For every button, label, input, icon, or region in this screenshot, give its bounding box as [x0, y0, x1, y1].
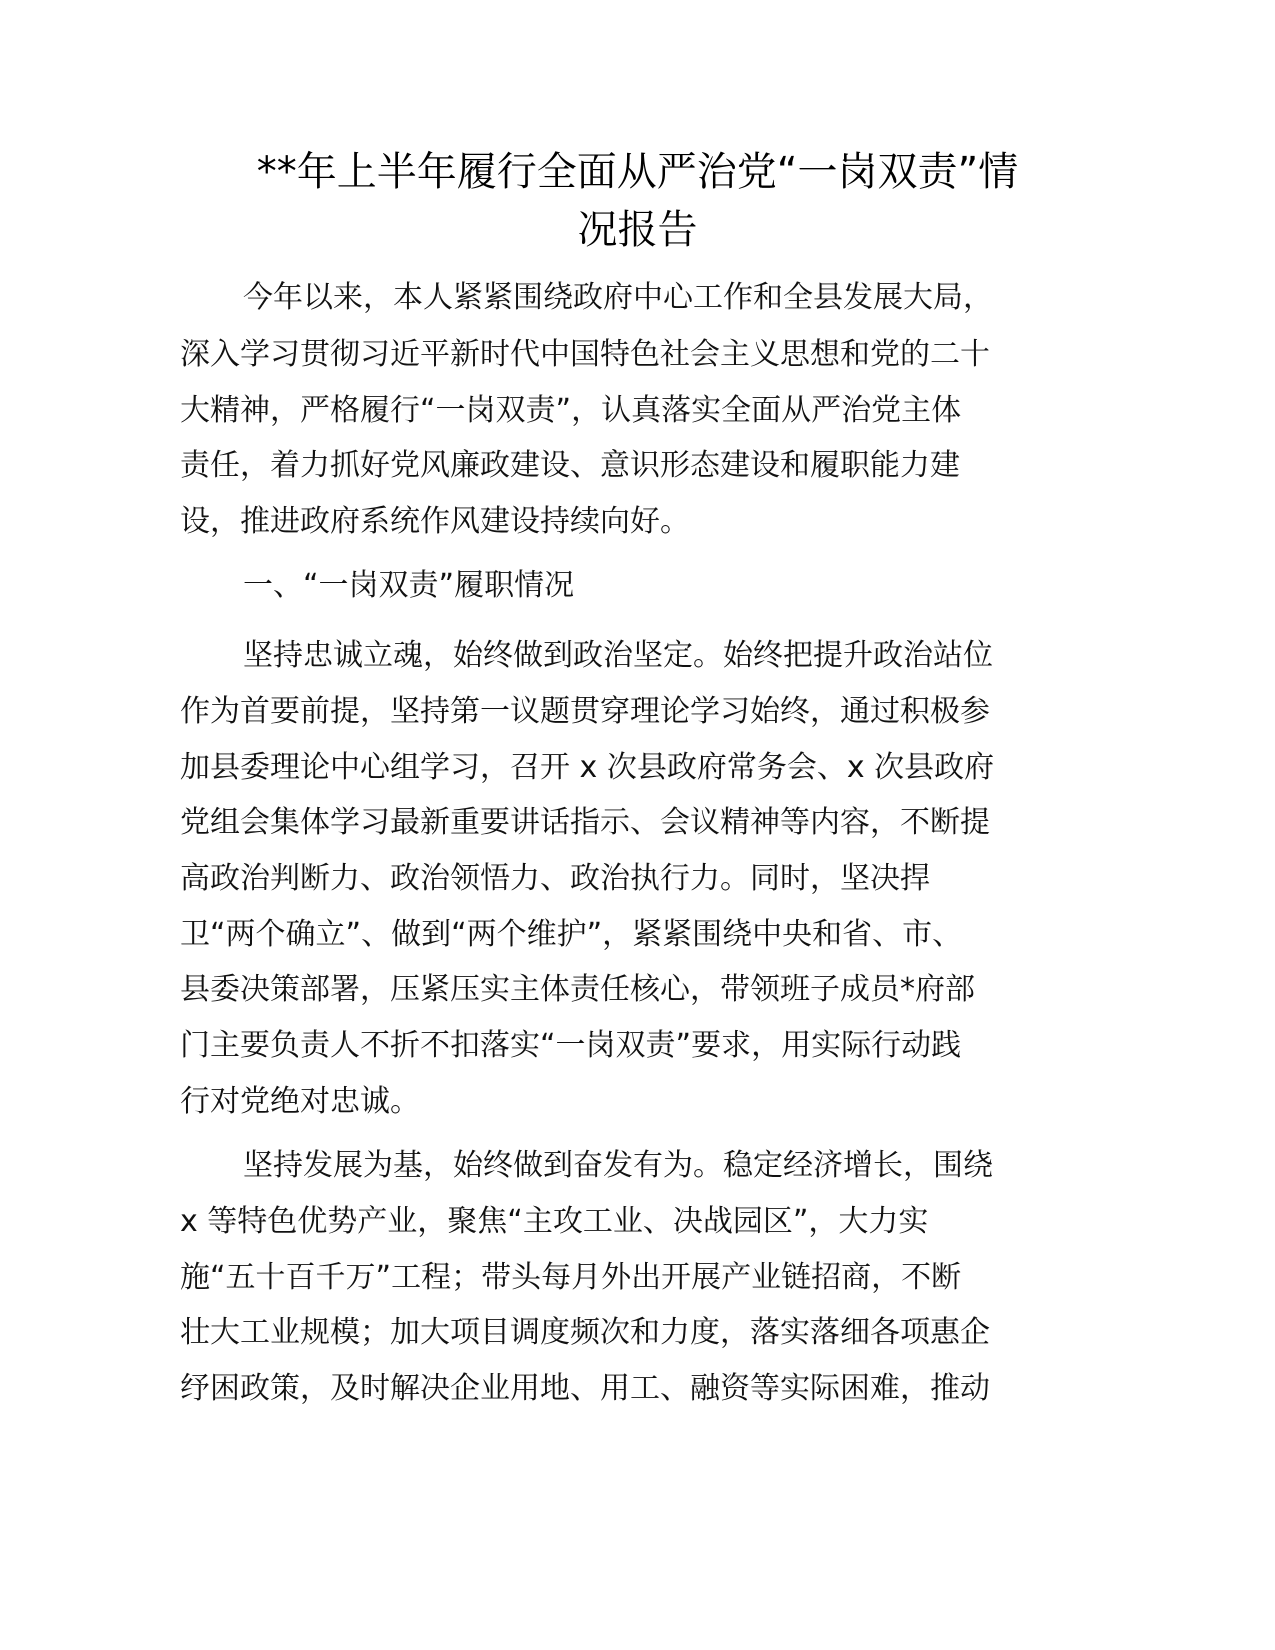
paragraph-line: 纾困政策，及时解决企业用地、用工、融资等实际困难，推动	[180, 1371, 990, 1406]
paragraph-line: 责任，着力抓好党风廉政建设、意识形态建设和履职能力建	[180, 448, 960, 483]
paragraph-line: 县委决策部署，压紧压实主体责任核心，带领班子成员*府部	[180, 972, 975, 1007]
paragraph-line: 壮大工业规模；加大项目调度频次和力度，落实落细各项惠企	[180, 1315, 990, 1350]
paragraph-line: 高政治判断力、政治领悟力、政治执行力。同时，坚决捍	[180, 861, 930, 896]
paragraph-line: 大精神，严格履行“一岗双责”，认真落实全面从严治党主体	[180, 393, 962, 428]
paragraph-line: x 等特色优势产业，聚焦“主攻工业、决战园区”，大力实	[180, 1204, 929, 1239]
paragraph-line: 党组会集体学习最新重要讲话指示、会议精神等内容，不断提	[180, 805, 990, 840]
section-heading: 一、“一岗双责”履职情况	[243, 568, 575, 603]
paragraph-line: 作为首要前提，坚持第一议题贯穿理论学习始终，通过积极参	[180, 694, 990, 729]
paragraph-line: 今年以来，本人紧紧围绕政府中心工作和全县发展大局，	[243, 280, 993, 315]
paragraph-line: 加县委理论中心组学习，召开 x 次县政府常务会、x 次县政府	[180, 750, 995, 785]
paragraph-line: 施“五十百千万”工程；带头每月外出开展产业链招商，不断	[180, 1260, 962, 1295]
paragraph-line: 深入学习贯彻习近平新时代中国特色社会主义思想和党的二十	[180, 337, 990, 372]
document-title-line-1: **年上半年履行全面从严治党“一岗双责”情	[256, 149, 1019, 195]
document-title-line-2: 况报告	[577, 207, 698, 253]
paragraph-line: 设，推进政府系统作风建设持续向好。	[180, 504, 690, 539]
paragraph-line: 卫“两个确立”、做到“两个维护”，紧紧围绕中央和省、市、	[180, 917, 963, 952]
paragraph-line: 行对党绝对忠诚。	[180, 1084, 420, 1119]
paragraph-line: 门主要负责人不折不扣落实“一岗双责”要求，用实际行动践	[180, 1028, 962, 1063]
paragraph-line: 坚持忠诚立魂，始终做到政治坚定。始终把提升政治站位	[243, 638, 993, 673]
paragraph-line: 坚持发展为基，始终做到奋发有为。稳定经济增长，围绕	[243, 1148, 993, 1183]
